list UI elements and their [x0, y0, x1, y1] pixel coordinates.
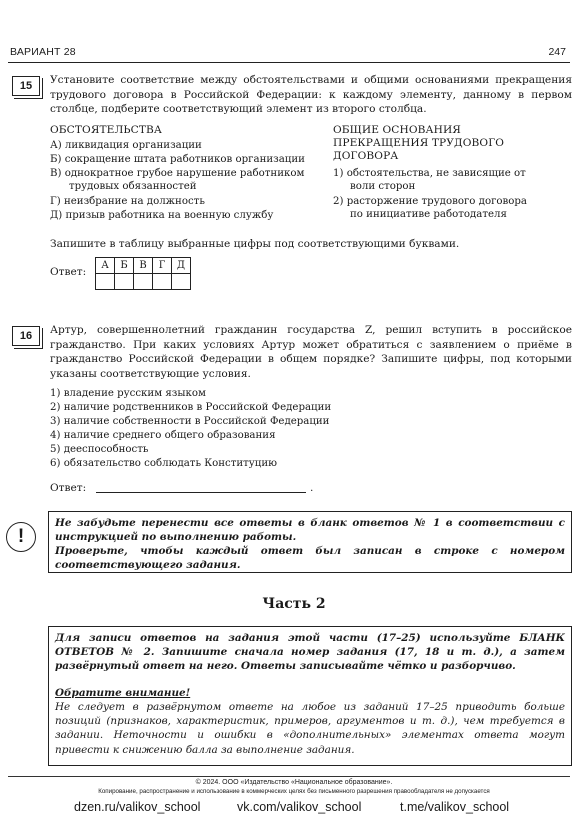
q16-option: 2) наличие родственников в Российской Федерации	[50, 402, 332, 413]
q15-right-title: ОБЩИЕ ОСНОВАНИЯ	[333, 124, 461, 136]
reminder-line-2: Проверьте, чтобы каждый ответ был записан в строке с номером соответствующего задания.	[55, 545, 565, 572]
q15-right-item: воли сторон	[350, 181, 416, 192]
q15-right-title: ДОГОВОРА	[333, 150, 399, 162]
page-number: 247	[548, 46, 566, 58]
q16-answer-line[interactable]	[96, 492, 306, 493]
q15-right-title: ПРЕКРАЩЕНИЯ ТРУДОВОГО	[333, 137, 505, 149]
q16-option: 3) наличие собственности в Российской Федерации	[50, 416, 330, 427]
answer-cell-d[interactable]	[172, 274, 191, 290]
link-dzen[interactable]: dzen.ru/valikov_school	[74, 800, 201, 814]
q15-left-item: Г) неизбрание на должность	[50, 196, 205, 207]
variant-label: ВАРИАНТ 28	[10, 46, 76, 58]
link-vk[interactable]: vk.com/valikov_school	[237, 800, 362, 814]
attention-text: Не следует в развёрнутом ответе на любое из заданий 17–25 приводить больше позиций (признаков, характеристик, примеров, аргументов и т. д.), чем требуется в задании. Неточности и ошибки в «дополнительных» элементах ответа могут привести к снижению балла за выполнение задания.	[55, 701, 565, 756]
part-2-instruction-box	[48, 626, 572, 766]
question-16-number: 16	[12, 326, 40, 346]
question-16-text: Артур, совершеннолетний гражданин государства Z, решил вступить в российское гражданство. При каких условиях Артур может обратиться с заявлением о приёме в гражданство Российской Федерации в общем порядке? Запишите цифры, под которыми указаны соответствующие условия.	[50, 324, 572, 380]
q15-right-item: 2) расторжение трудового договора	[333, 196, 528, 207]
q15-left-item: Д) призыв работника на военную службу	[50, 210, 274, 221]
q15-left-item: Б) сокращение штата работников организации	[50, 154, 305, 165]
q15-left-item: В) однократное грубое нарушение работником	[50, 168, 305, 179]
q15-left-item: А) ликвидация организации	[50, 140, 202, 151]
copy-notice: Копирование, распространение и использование в коммерческих целях без письменного разрешения правообладателя не допускается	[98, 788, 490, 795]
attention-heading: Обратите внимание!	[55, 687, 191, 699]
q15-left-item: трудовых обязанностей	[69, 181, 197, 192]
q16-option: 1) владение русским языком	[50, 388, 206, 399]
q16-answer-dot: .	[310, 482, 314, 494]
header-divider	[8, 62, 570, 63]
q15-right-item: 1) обстоятельства, не зависящие от	[333, 168, 526, 179]
q16-option: 6) обязательство соблюдать Конституцию	[50, 458, 278, 469]
copyright: © 2024. ООО «Издательство «Национальное образование».	[195, 779, 393, 786]
q16-answer-label: Ответ:	[50, 482, 87, 494]
q15-instruction: Запишите в таблицу выбранные цифры под соответствующими буквами.	[50, 238, 460, 250]
question-15-number: 15	[12, 76, 40, 96]
q16-option: 5) дееспособность	[50, 444, 149, 455]
question-15-text: Установите соответствие между обстоятельствами и общими основаниями прекращения трудового договора в Российской Федерации: к каждому элементу, данному в первом столбце, подберите соответствующий элемент из второго столбца.	[50, 74, 572, 116]
reminder-line-1: Не забудьте перенести все ответы в бланк ответов № 1 в соответствии с инструкцией по выполнению работы.	[55, 517, 565, 544]
answer-cell-v[interactable]	[134, 274, 153, 290]
answer-cell-a[interactable]	[96, 274, 115, 290]
answer-cell-b[interactable]	[115, 274, 134, 290]
q16-option: 4) наличие среднего общего образования	[50, 430, 276, 441]
part-2-instruction: Для записи ответов на задания этой части (17–25) используйте БЛАНК ОТВЕТОВ № 2. Запишите сначала номер задания (17, 18 и т. д.), а затем развёрнутый ответ на него. Ответы записывайте чётко и разборчиво.	[55, 632, 565, 673]
footer-divider	[8, 776, 570, 777]
exclamation-icon: !	[6, 522, 36, 552]
answer-header-g: Г	[153, 258, 172, 274]
answer-cell-g[interactable]	[153, 274, 172, 290]
q15-answer-table[interactable]	[95, 257, 191, 290]
answer-header-a: А	[96, 258, 115, 274]
answer-header-b: Б	[115, 258, 134, 274]
link-telegram[interactable]: t.me/valikov_school	[400, 800, 510, 814]
q15-left-title: ОБСТОЯТЕЛЬСТВА	[50, 124, 163, 136]
answer-header-d: Д	[172, 258, 191, 274]
reminder-box	[48, 511, 572, 573]
answer-header-v: В	[134, 258, 153, 274]
part-2-title: Часть 2	[262, 596, 326, 612]
q15-right-item: по инициативе работодателя	[350, 209, 507, 220]
q15-answer-label: Ответ:	[50, 266, 87, 278]
